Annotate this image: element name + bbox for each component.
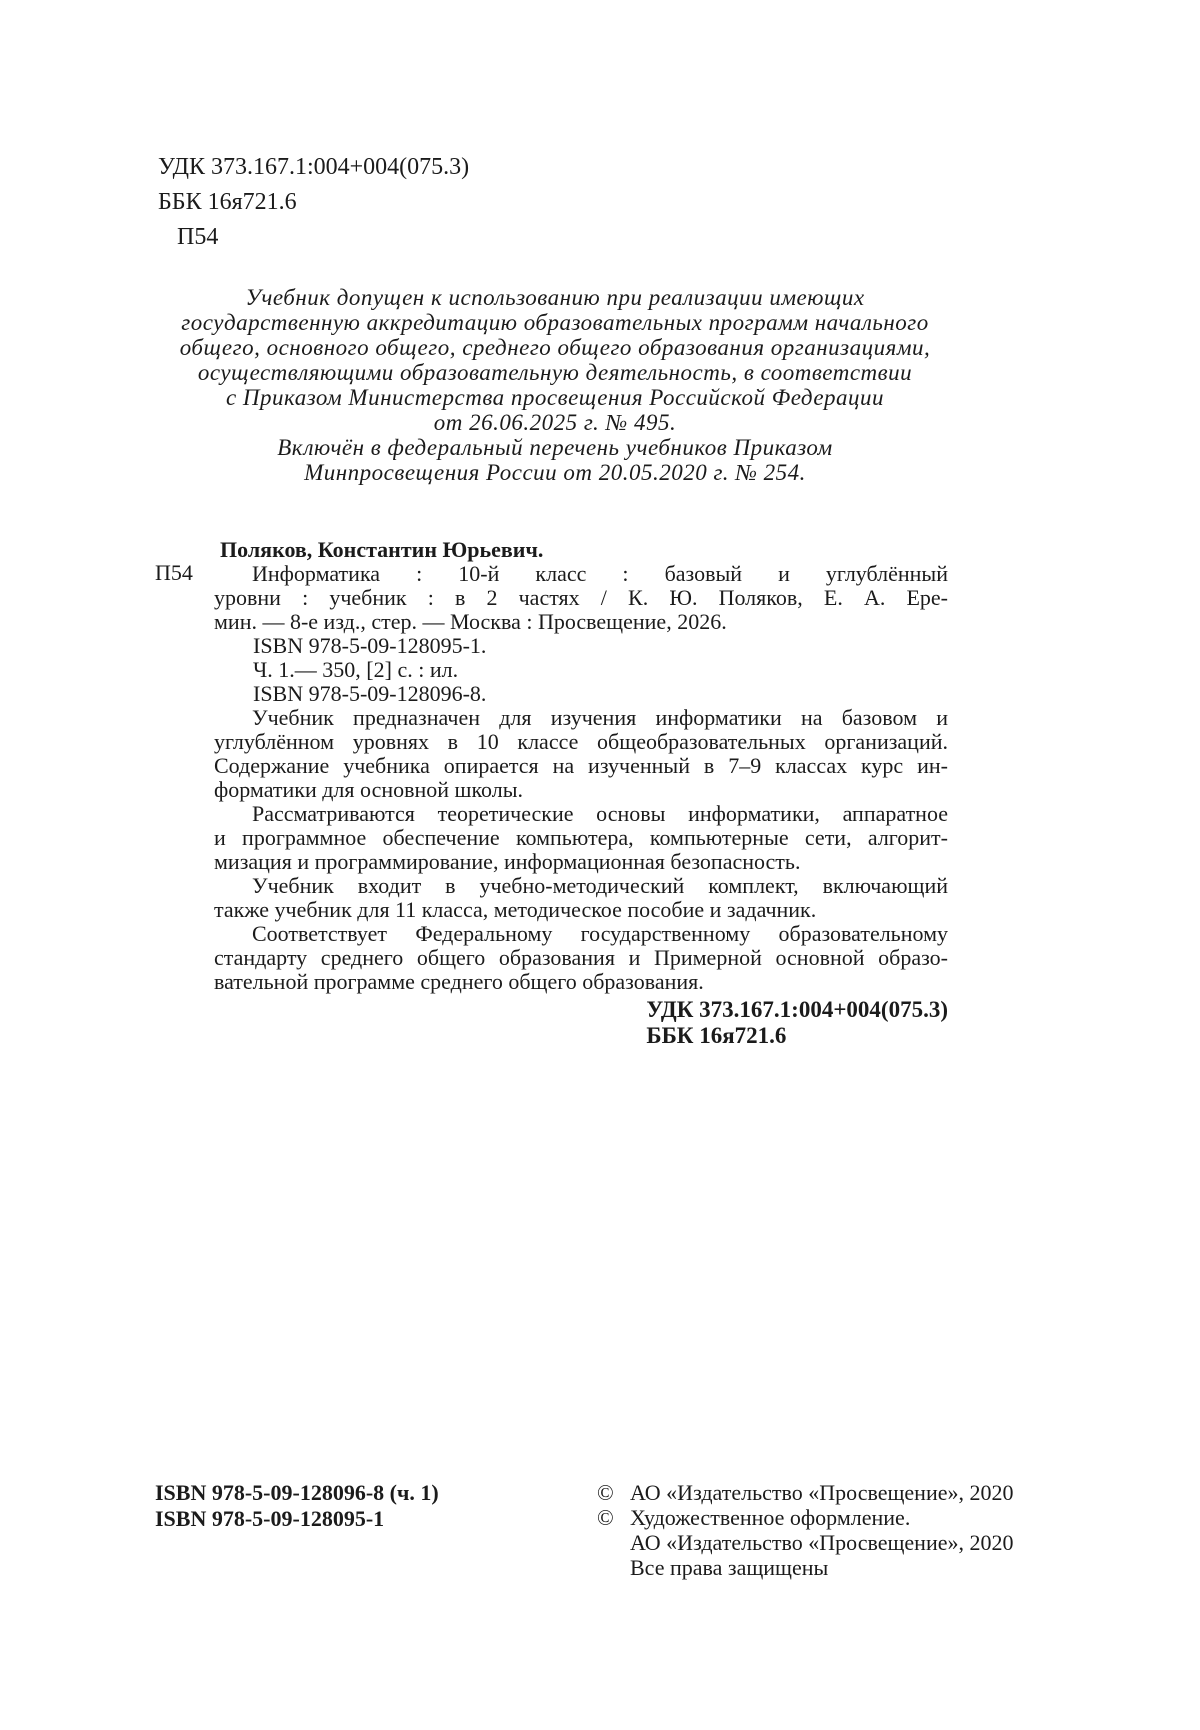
text-line: осуществляющими образовательную деятельность, в соответствии [197,360,913,385]
text-line: мин. — 8-е изд., стер. — Москва : Просвещение, 2026. [214,609,727,634]
text-line: мизация и программирование, информационная безопасность. [214,849,801,874]
text-line: Учебник предназначен для изучения информатики на базовом и [252,705,948,730]
classification-codes-right [646,997,948,1049]
text-line: Включён в федеральный перечень учебников Приказом [277,435,833,460]
copyright-symbol: © [597,1480,614,1505]
text-line: ISBN 978-5-09-128095-1 [155,1506,385,1531]
text-line: с Приказом Министерства просвещения Российской Федерации [225,385,885,410]
text-line: общего, основного общего, среднего общего образования организациями, [179,335,931,360]
text-line: Учебник входит в учебно-методический комплект, включающий [252,873,948,898]
permission-notice [152,285,958,485]
text-line: государственную аккредитацию образовательных программ начального [181,310,929,335]
bbk-code-right: ББК 16я721.6 [646,1023,787,1048]
text-line: Соответствует Федеральному государственному образовательному [252,921,948,946]
copyright-symbol-spacer [597,1530,630,1555]
annotation-paragraph-4 [214,922,948,994]
author-heading: Поляков, Константин Юрьевич. [220,537,544,562]
copyright-line-4: Все права защищены [630,1555,829,1580]
udc-code: УДК 373.167.1:004+004(075.3) [158,154,470,180]
catalog-card [214,538,948,994]
text-line: Ч. 1.— 350, [2] с. : ил. [253,657,459,682]
text-line: и программное обеспечение компьютера, компьютерные сети, алгорит- [214,825,948,850]
text-line: углублённом уровнях в 10 классе общеобразовательных организаций. [214,729,948,754]
text-line: от 26.06.2025 г. № 495. [433,410,677,435]
text-line: ISBN 978-5-09-128095-1. [253,633,487,658]
text-line: уровни : учебник : в 2 частях / К. Ю. Поляков, Е. А. Ере- [214,585,948,610]
text-line: Информатика : 10-й класс : базовый и углублённый [252,561,948,586]
text-line: Рассматриваются теоретические основы информатики, аппаратное [252,801,948,826]
annotation-paragraph-1 [214,706,948,802]
copyright-line-1: АО «Издательство «Просвещение», 2020 [630,1480,1014,1505]
copyright-symbol: © [597,1505,614,1530]
text-line: форматики для основной школы. [214,777,524,802]
text-line: Минпросвещения России от 20.05.2020 г. № 254. [304,460,806,485]
text-line: Учебник допущен к использованию при реализации имеющих [245,285,865,310]
copyright-symbol-spacer [597,1555,630,1580]
author-sign-code: П54 [177,224,219,250]
text-line: стандарту среднего общего образования и Примерной основной образо- [214,945,948,970]
edition-isbn-block [214,634,948,706]
catalog-margin-code: П54 [155,560,193,585]
text-line: вательной программе среднего общего образования. [214,969,704,994]
footer-isbn-block [155,1480,439,1532]
text-line: также учебник для 11 класса, методическое пособие и задачник. [214,897,817,922]
udc-code-right: УДК 373.167.1:004+004(075.3) [646,997,948,1022]
bibliographic-entry [214,562,948,634]
text-line: ISBN 978-5-09-128096-8. [253,681,487,706]
text-line: ISBN 978-5-09-128096-8 (ч. 1) [155,1480,439,1505]
copyright-line-2: Художественное оформление. [630,1505,911,1530]
copyright-line-3: АО «Издательство «Просвещение», 2020 [630,1530,1014,1555]
text-line: Содержание учебника опирается на изученный в 7–9 классах курс ин- [214,753,948,778]
annotation-paragraph-2 [214,802,948,874]
annotation-paragraph-3 [214,874,948,922]
bbk-code: ББК 16я721.6 [158,189,297,215]
copyright-block [597,1480,1014,1580]
top-classification-codes [158,150,469,255]
